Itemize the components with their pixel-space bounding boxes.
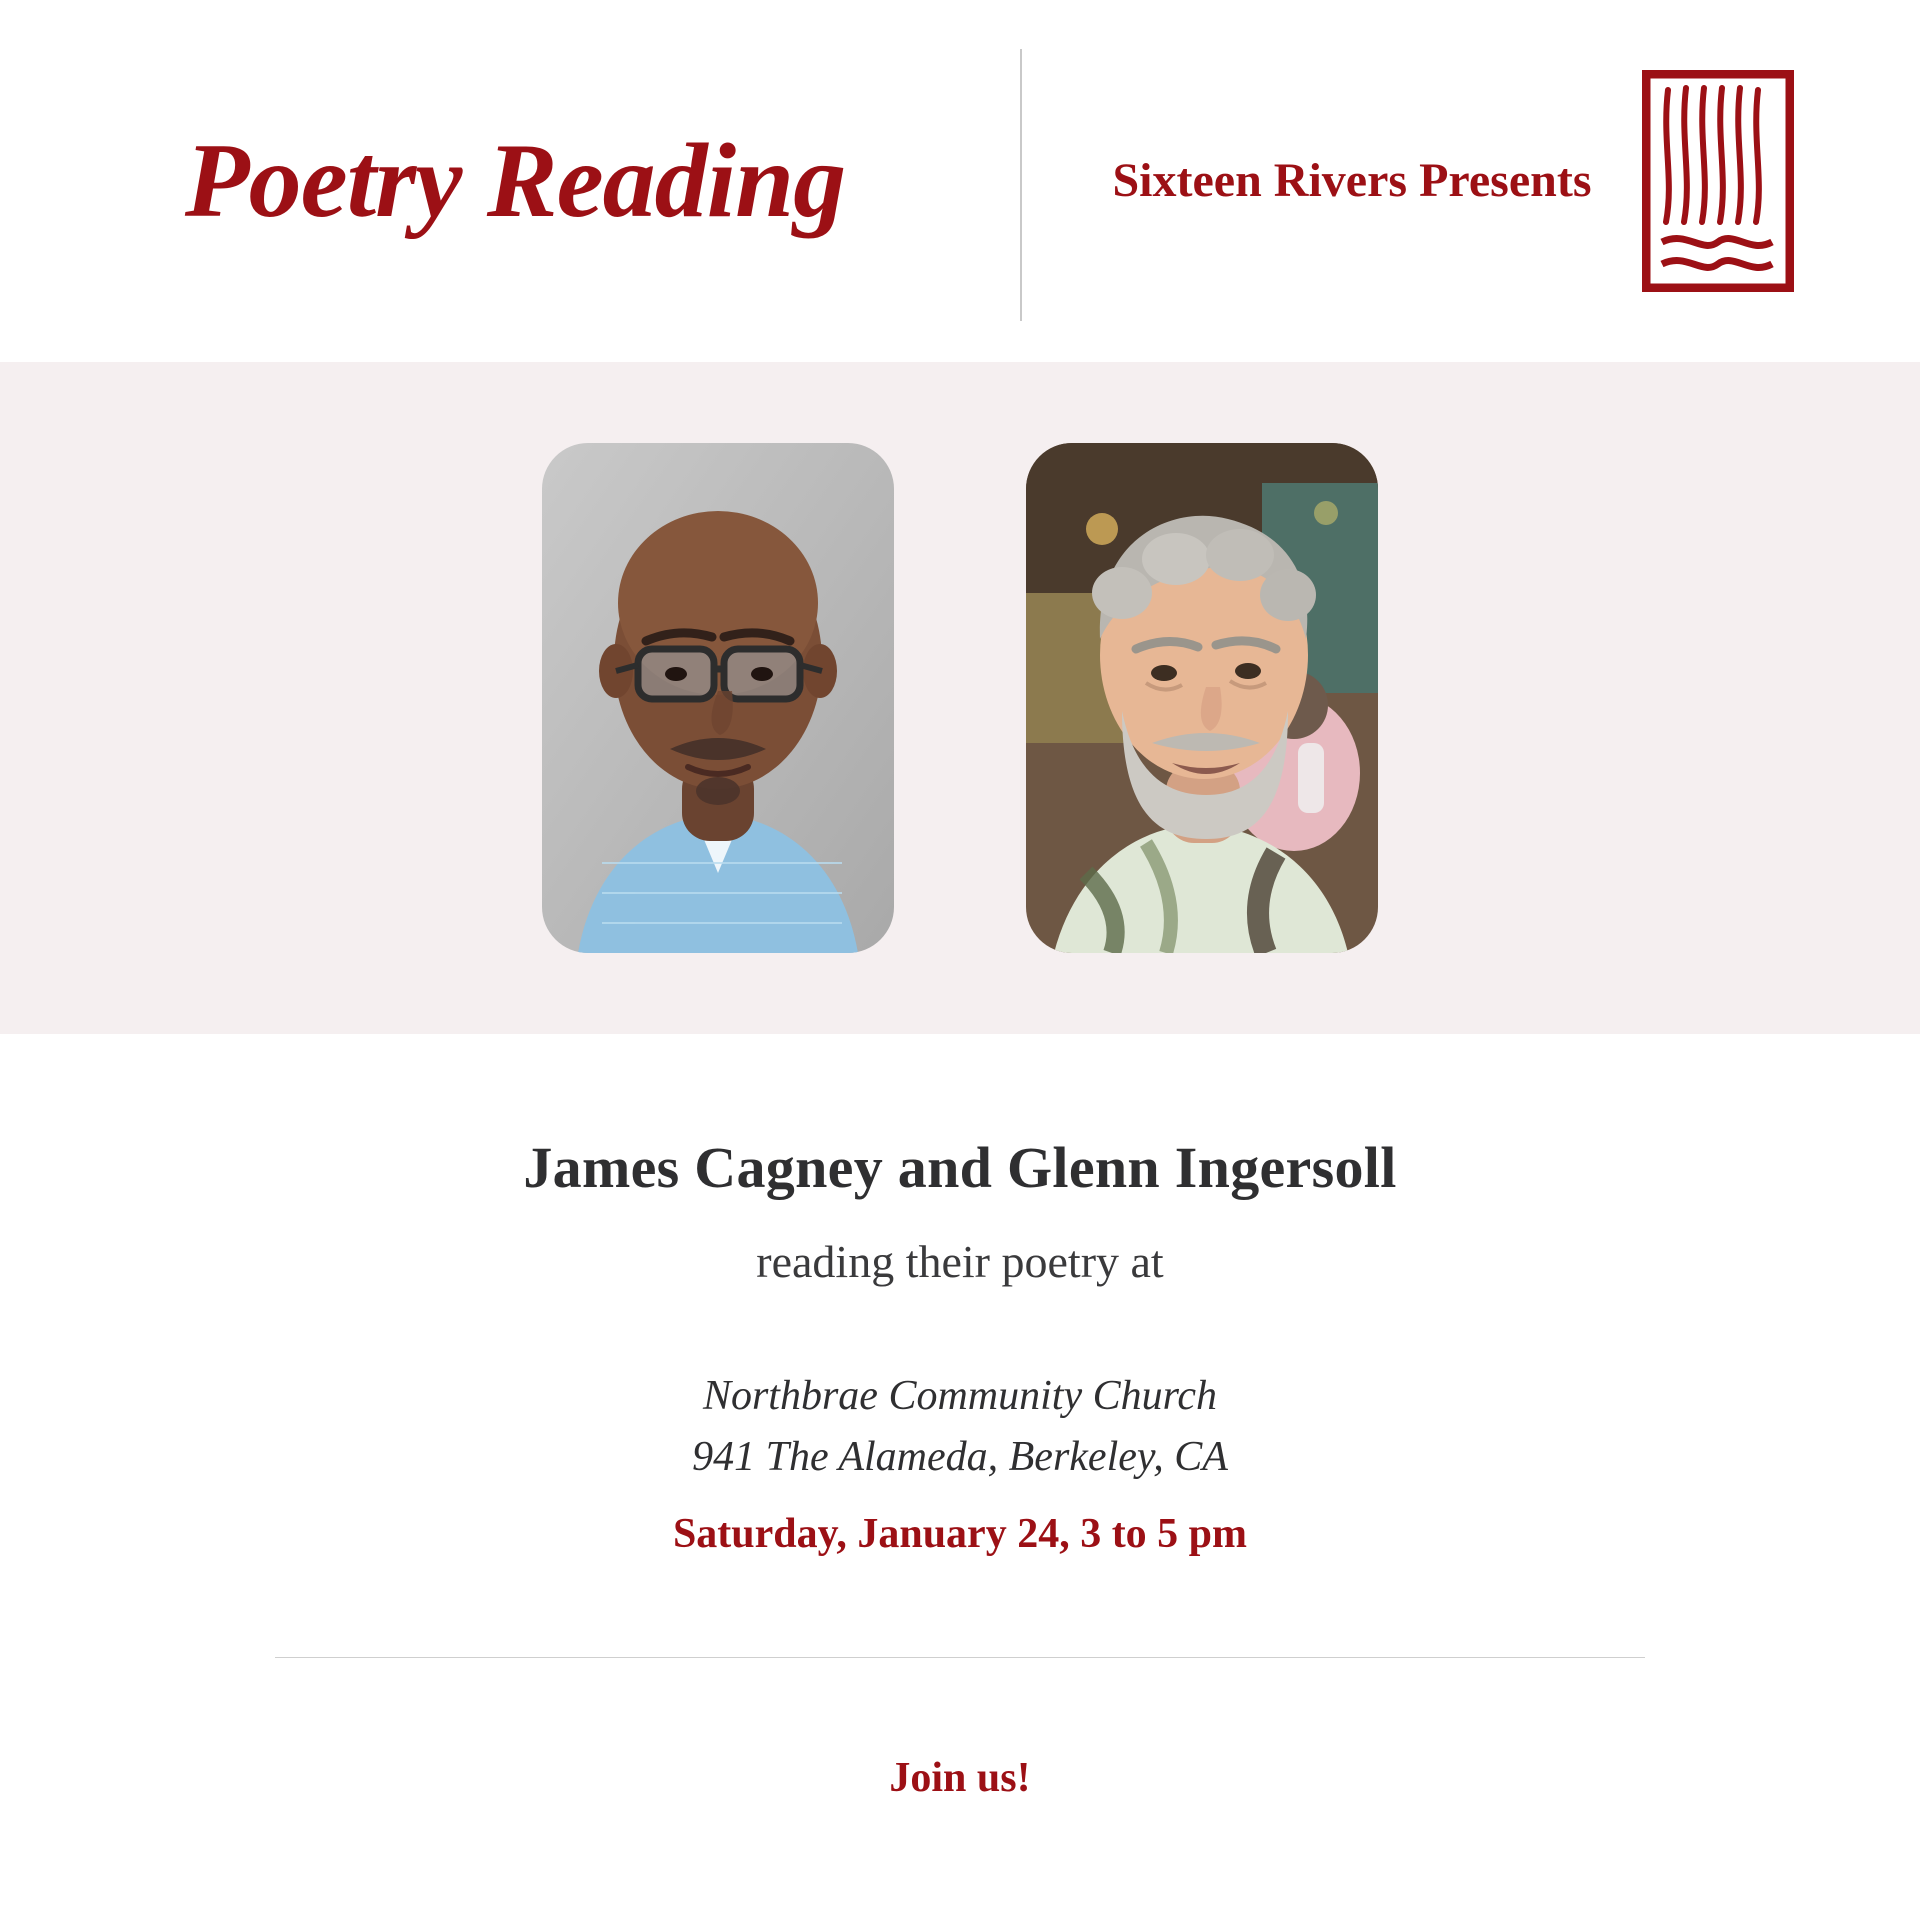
presenter-label: Sixteen Rivers Presents — [1112, 154, 1592, 207]
venue-address: 941 The Alameda, Berkeley, CA — [692, 1433, 1228, 1480]
header-right — [1022, 70, 1920, 292]
portrait-photo-right — [1026, 443, 1378, 953]
poet-names: James Cagney and Glenn Ingersoll — [523, 1135, 1397, 1200]
portrait-photo-left — [542, 443, 894, 953]
divider — [275, 1657, 1645, 1658]
poster-header — [0, 0, 1920, 362]
call-to-action: Join us! — [889, 1754, 1031, 1801]
event-details — [0, 1034, 1920, 1802]
page-title: Poetry Reading — [184, 122, 846, 239]
venue-name: Northbrae Community Church — [702, 1373, 1218, 1419]
photo-band — [0, 362, 1920, 1034]
event-subline: reading their poetry at — [756, 1236, 1164, 1287]
sixteen-rivers-book-logo-icon — [1642, 70, 1794, 292]
event-datetime: Saturday, January 24, 3 to 5 pm — [672, 1510, 1248, 1557]
venue-block — [0, 1366, 1920, 1565]
